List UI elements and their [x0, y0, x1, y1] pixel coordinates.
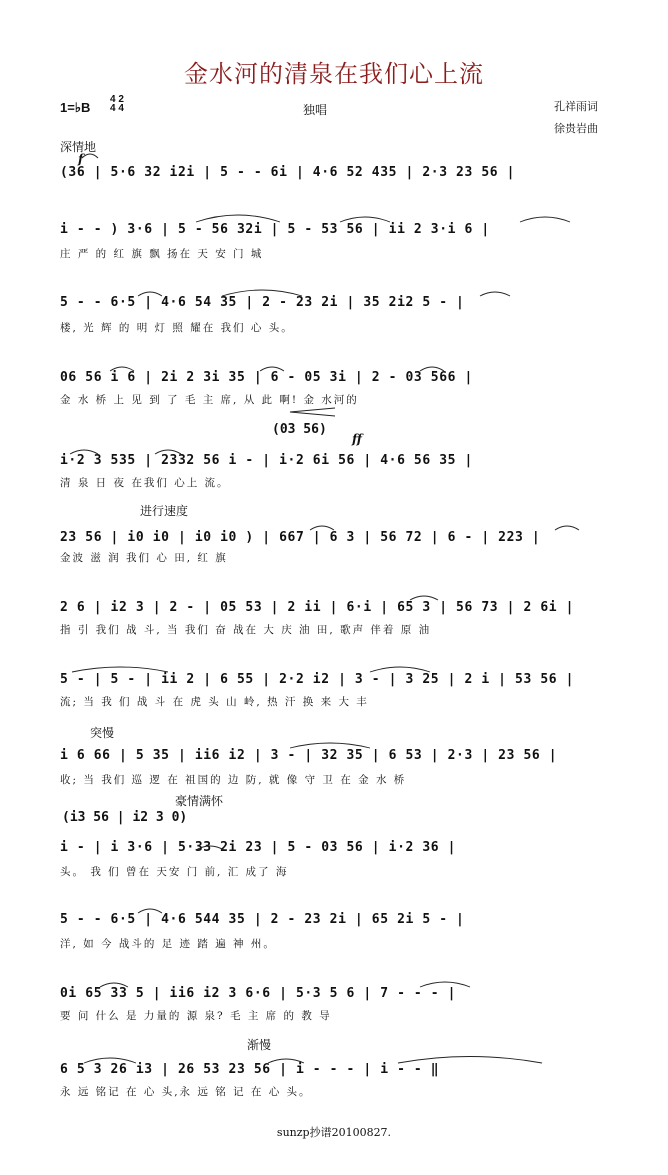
notation-line: i - | i 3·6 | 5·33 2i 23 | 5 - 03 56 | i·2 36 | — [60, 840, 457, 855]
lyric-line: 洋, 如 今 战斗的 足 迹 踏 遍 神 州。 — [60, 938, 276, 950]
lyric-line: 金 水 桥 上 见 到 了 毛 主 席, 从 此 啊! 金 水河的 — [60, 394, 359, 406]
lyric-line: 楼, 光 辉 的 明 灯 照 耀在 我们 心 头。 — [60, 322, 294, 334]
lyric-line: 清 泉 日 夜 在我们 心上 流。 — [60, 477, 230, 489]
performance-type: 独唱 — [303, 103, 328, 117]
lyric-line: 收; 当 我们 巡 逻 在 祖国的 边 防, 就 像 守 卫 在 金 水 桥 — [60, 774, 407, 786]
notation-line: 23 56 | i0 i0 | i0 i0 ) | 667 | 6 3 | 56 72 | 6 - | 223 | — [60, 530, 541, 545]
tempo-mark-proud: 豪情满怀 — [175, 794, 224, 808]
song-title: 金水河的清泉在我们心上流 — [184, 60, 484, 88]
time-signature-top: 4 2 — [110, 94, 124, 105]
lyric-line: 头。 我 们 曾在 天安 门 前, 汇 成了 海 — [60, 866, 289, 878]
lyric-line: 要 问 什么 是 力量的 源 泉? 毛 主 席 的 教 导 — [60, 1010, 332, 1022]
tempo-mark-start: 深情地 — [60, 140, 97, 154]
notation-line: i 6 66 | 5 35 | ii6 i2 | 3 - | 32 35 | 6 53 | 2·3 | 23 56 | — [60, 748, 558, 763]
notation-line: 6 5 3 26 i3 | 26 53 23 56 | i - - - | i - - ‖ — [60, 1062, 440, 1077]
lyricist-credit: 孔祥雨词 — [554, 100, 598, 113]
crescendo-hairpin — [290, 408, 335, 416]
time-signature-bottom: 4 4 — [110, 103, 124, 114]
lyric-line: 庄 严 的 红 旗 飘 扬在 天 安 门 城 — [60, 248, 264, 260]
dynamic-forte: f — [78, 152, 84, 166]
key-signature: 1=♭B — [60, 100, 91, 115]
notation-line: 0i 65 33 5 | ii6 i2 3 6·6 | 5·3 5 6 | 7 - - - | — [60, 986, 457, 1001]
slur-arc — [196, 215, 280, 222]
lyric-line: 指 引 我们 战 斗, 当 我们 奋 战在 大 庆 油 田, 歌声 伴着 原 油 — [60, 624, 432, 636]
notation-line: 5 - - 6·5 | 4·6 54 35 | 2 - 23 2i | 35 2i2 5 - | — [60, 295, 465, 310]
tempo-mark-progress: 进行速度 — [140, 504, 189, 518]
notation-line: 2 6 | i2 3 | 2 - | 05 53 | 2 ii | 6·i | 65 3 | 56 73 | 2 6i | — [60, 600, 575, 615]
composer-credit: 徐贵岩曲 — [554, 122, 598, 135]
notation-line: i·2 3 535 | 2332 56 i - | i·2 6i 56 | 4·6 56 35 | — [60, 453, 473, 468]
notation-line: 5 - | 5 - | ii 2 | 6 55 | 2·2 i2 | 3 - | 3 25 | 2 i | 53 56 | — [60, 672, 575, 687]
notation-line: i - - ) 3·6 | 5 - 56 32i | 5 - 53 56 | ii 2 3·i 6 | — [60, 222, 490, 237]
interlude-2: (i3 56 | i2 3 0) — [62, 810, 188, 825]
lyric-line: 金波 滋 润 我们 心 田, 红 旗 — [60, 552, 228, 564]
time-signature — [110, 95, 124, 113]
lyric-line: 流; 当 我 们 战 斗 在 虎 头 山 岭, 热 汗 换 来 大 丰 — [60, 696, 369, 708]
notation-line: (36 | 5·6 32 i2i | 5 - - 6i | 4·6 52 435 | 2·3 23 56 | — [60, 165, 516, 180]
dynamic-fortissimo: ff — [352, 432, 362, 446]
interlude-1: (03 56) — [272, 422, 327, 437]
transcriber-credit: sunzp抄谱20100827. — [276, 1126, 392, 1139]
tempo-mark-gradual-slow: 渐慢 — [247, 1038, 272, 1052]
lyric-line: 永 远 铭记 在 心 头,永 远 铭 记 在 心 头。 — [60, 1086, 312, 1098]
tempo-mark-sudden-slow: 突慢 — [90, 726, 115, 740]
notation-line: 5 - - 6·5 | 4·6 544 35 | 2 - 23 2i | 65 2i 5 - | — [60, 912, 465, 927]
notation-line: 06 56 i 6 | 2i 2 3i 35 | 6 - 05 3i | 2 - 03 566 | — [60, 370, 473, 385]
